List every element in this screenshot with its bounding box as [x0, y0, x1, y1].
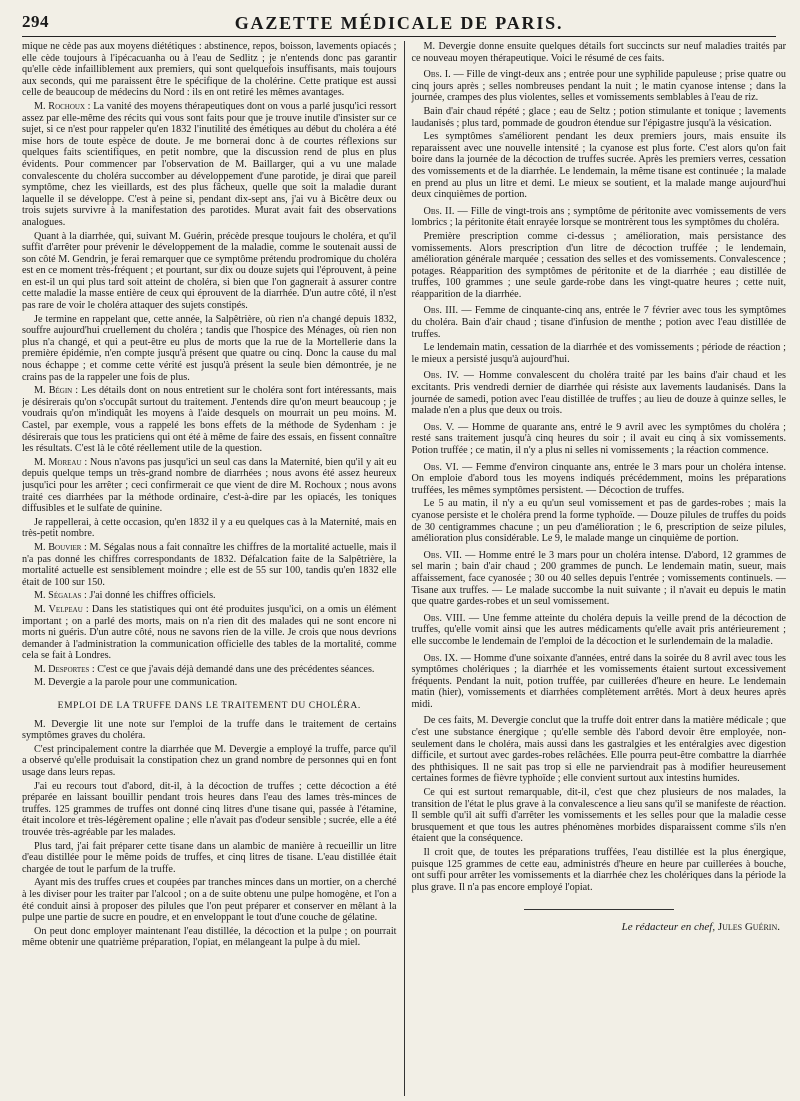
- observation-text: — Homme entré le 3 mars pour un choléra intense. D'abord, 12 grammes de sel marin ; bain d'air chaud ; 200 grammes de punch. Le lendemain matin, sueur, mais affaissement, face cyanosée ; 30 ou 40 selles depuis l'entrée ; vomissements continuels. — Tisane aux truffes. — Le malade succombe la nuit suivante ; il n'avait eu depuis le matin que quatre gardes-robes et un seul vomissement.: [411, 549, 786, 608]
- paragraph: Les symptômes s'améliorent pendant les deux premiers jours, mais ensuite ils reparaissent avec une nouvelle intensité ; la cyanose est plus forte. C'est alors qu'on fait boire dans la journée de la décoction de truffes sucrée. Après les premiers verres, cessation des vomissements et de la diarrhée. Le lendemain, la même tisane est continuée ; la malade en prend au plus un litre et demi. Le mieux se soutient, et la malade mange aujourd'hui deux cinquièmes de portion.: [411, 131, 786, 201]
- paragraph-moreau: [22, 457, 397, 515]
- observation-text: — Femme d'environ cinquante ans, entrée le 3 mars pour un choléra intense. On emploie d'abord tous les moyens indiqués précédemment, moins les préparations truffées, les mêmes symptômes persistent. — Décoction de truffes.: [411, 461, 786, 496]
- paragraph: M. Devergie lit une note sur l'emploi de la truffe dans le traitement de certains symptômes graves du choléra.: [22, 718, 397, 742]
- signature-name: Jules Guérin.: [717, 921, 780, 934]
- paragraph: Je rappellerai, à cette occasion, qu'en 1832 il y a eu quelques cas à la Maternité, mais en très-petit nombre.: [22, 516, 397, 540]
- page-number: 294: [22, 12, 49, 31]
- observation-2: [412, 206, 787, 229]
- paragraph: De ces faits, M. Devergie conclut que la truffe doit entrer dans la matière médicale ; que c'est une substance énergique ; qu'elle semble dès l'abord devoir être employée, non-seulement dans le choléra, mais aussi dans les gastralgies et les entéralgies avec digestion difficile, et surtout avec gardes-robes relâchées. Elle pourra peut-être combattre la diarrhée des phthisiques. Il ne sait pas trop si elle ne parviendrait pas à modifier heureusement certaines formes de fièvre typhoïde ; elle convient surtout aux intestins humides.: [411, 715, 786, 785]
- speaker-label: M. Rochoux :: [34, 100, 91, 112]
- paragraph: Le lendemain matin, cessation de la diarrhée et des vomissements ; période de réaction ; le mieux a persisté jusqu'à aujourd'hui.: [411, 342, 786, 365]
- paragraph: mique ne cède pas aux moyens diététiques : abstinence, repos, boisson, lavements opiacés ; elle cède toujours à l'ipécacuanha ou à l'eau de Sedlitz ; je n'entends donc pas garantir qu'elle cède infailliblement aux premiers, qui sont quelquefois insuffisants, mais toujours aux seconds, qui me paraissent être le spécifique de la cholérine. Cette pratique est aussi celle de beaucoup de médecins du Nord : ils en ont retiré les mêmes avantages.: [22, 41, 397, 99]
- signature-prefix: Le rédacteur en chef,: [621, 921, 716, 934]
- left-column: [22, 41, 404, 1096]
- observation-9: [412, 653, 787, 711]
- paragraph-desportes: [22, 664, 397, 676]
- paragraph-begin: [22, 385, 397, 455]
- observation-text: — Homme de quarante ans, entré le 9 avril avec les symptômes du choléra ; resté sans traitement jusqu'à cinq heures du soir ; il avait eu cinq à six vomissements. Potion truffée ; ce matin, il n'y a plus ni selles ni vomissements ; la réaction commence.: [411, 421, 786, 456]
- paragraph: Je termine en rappelant que, cette année, la Salpêtrière, où rien n'a changé depuis 1832, souffre aujourd'hui cruellement du choléra ; tandis que l'hospice des Ménages, où rien non plus n'a changé, et qui a peut-être eu plus de morts que la rue de la Mortellerie dans la première épidémie, n'en compte jusqu'à présent que quatre ou cinq. Donc la cause du mal nous échappe ; et comme cette vérité est jusqu'à présent la seule bien démontrée, je ne crains pas de la rappeler une fois de plus.: [22, 313, 397, 383]
- text-columns: [22, 41, 786, 1096]
- speech-text: M. Ségalas nous a fait connaître les chiffres de la mortalité actuelle, mais il n'a pas donné les chiffres correspondants de 1832. Défalcation faite de la Salpêtrière, la mortalité actuelle est sensiblement moindre ; elle est de 55 sur 100, tandis qu'en 1832 elle était de 100 sur 150.: [22, 541, 397, 588]
- paragraph-segalas: [22, 590, 397, 602]
- paragraph: Le 5 au matin, il n'y a eu qu'un seul vomissement et pas de gardes-robes ; mais la cyanose persiste et le choléra prend la forme typhoïde. — Douze pilules de truffes du poids de 30 centigrammes chacune ; un peu d'amélioration ; le 6, prescription de seize pilules, amélioration plus considérable. Le 9, le malade mange un cinquième de portion.: [411, 498, 786, 545]
- paragraph-bouvier: [22, 542, 397, 588]
- observation-text: — Fille de vingt-trois ans ; symptôme de péritonite avec vomissements de vers lombrics ; la péritonite était enrayée lorsque se montrèrent tous les symptômes du choléra.: [411, 205, 786, 229]
- journal-title: GAZETTE MÉDICALE DE PARIS.: [234, 13, 564, 33]
- observation-label: Obs. IX.: [423, 652, 458, 664]
- paragraph: Quant à la diarrhée, qui, suivant M. Guérin, précède presque toujours le choléra, et qu'il suffit d'arrêter pour prévenir le développement de la maladie, comme le soutenait aussi de son côté M. Gendrin, je ferai remarquer que ce symptôme prétendu prodromique du choléra est en ce moment très-fréquent ; et pourtant, sur dix ou douze sujets qui l'éprouvent, à peine en est-il un qui plus tard soit atteint de choléra, si bien que l'on gagnerait à assurer contre cette maladie la masse entière de ceux qui éprouvent de la diarrhée. D'un autre côté, il n'est pas rare de voir le choléra attaquer des sujets constipés.: [22, 230, 397, 312]
- observation-text: — Homme d'une soixante d'années, entré dans la soirée du 8 avril avec tous les symptômes cholériques ; la diarrhée et les vomissements étaient surtout excessivement fréquents. Pendant la nuit, potion truffée, par cuillerées d'heure en heure. Le lendemain matin (hier), vomissements et diarrhées complètement arrêtés. Mort à deux heures après midi.: [411, 652, 786, 710]
- observation-label: Obs. III.: [423, 305, 459, 317]
- observation-label: Obs. I.: [423, 69, 451, 81]
- right-column: [405, 41, 787, 1096]
- speech-text: La vanité des moyens thérapeutiques dont on vous a parlé jusqu'ici ressort assez par elle-même des récits qui vous sont faits pour que je trouve inutile d'insister sur ce sujet, si ce n'est pour rappeler qu'en 1832 l'inutilité des émétiques au début du choléra a été mise hors de toute espèce de doute. Je me bornerai donc à de courtes réflexions sur quelques faits scientifiques, en petit nombre, que la discussion rend de plus en plus évidents. Pour commencer par l'observation de M. Baillarger, qui a vu une malade convalescente du choléra succomber au développement d'une parotide, je dirai que pareil symptôme, chez les vieillards, est des plus fâcheux, quelle que soit la maladie durant laquelle il se développe. C'est à peine si, pendant dix-sept ans, j'ai vu à Bicêtre deux ou trois sujets survivre à la manifestation des parotides. Murat avait fait des observations analogues.: [22, 100, 397, 228]
- speaker-label: M. Velpeau :: [34, 603, 89, 615]
- observation-label: Obs. IV.: [423, 370, 459, 382]
- observation-text: — Femme de cinquante-cinq ans, entrée le 7 février avec tous les symptômes du choléra. Bain d'air chaud ; tisane d'infusion de menthe ; potion avec l'eau distillée de truffes.: [411, 305, 786, 340]
- speaker-label: M. Moreau :: [34, 456, 88, 468]
- observation-label: Obs. V.: [423, 421, 455, 433]
- page-header: [22, 10, 776, 37]
- speaker-label: M. Desportes :: [34, 663, 95, 675]
- observation-label: Obs. VII.: [423, 549, 462, 561]
- speech-text: Nous n'avons pas jusqu'ici un seul cas dans la Maternité, bien qu'il y ait eu depuis quelque temps un très-grand nombre de diarrhées ; nous avons été assez heureux jusqu'ici pour les arrêter ; ceci confirmerait ce que vient de dire M. Rochoux ; nous avons traité ces diarrhées par la méthode ordinaire, c'est-à-dire par les opiacés, les toniques diffusibles et le sulfate de quinine.: [22, 456, 397, 515]
- paragraph: C'est principalement contre la diarrhée que M. Devergie a employé la truffe, parce qu'il a observé qu'elle produisait la constipation chez un grand nombre de personnes qui en font usage dans leurs repas.: [22, 743, 397, 779]
- paragraph: Ce qui est surtout remarquable, dit-il, c'est que chez plusieurs de nos malades, la transition de l'état le plus grave à la convalescence a lieu sans qu'il se manifeste de réaction. Il semble qu'il ait suffi d'arrêter les vomissements et les selles pour que la maladie cesse brusquement et que tous les autres phénomènes morbides disparaissent comme s'ils n'en étaient que la conséquence.: [411, 787, 786, 845]
- observation-6: [412, 462, 787, 497]
- speech-text: J'ai donné les chiffres officiels.: [89, 590, 216, 602]
- observation-3: [412, 305, 787, 340]
- paragraph: Première prescription comme ci-dessus ; amélioration, mais persistance des vomissements. Alors prescription d'un litre de décoction truffée ; le lendemain, amélioration générale marquée ; cessation des selles et des vomissements. Convalescence ; potages. Réapparition des symptômes de péritonite et de la diarrhée ; eau distillée de truffes, 100 grammes ; une seule garde-robe dans les vingt-quatre heures ; cette nuit, réapparition de la diarrhée.: [411, 230, 786, 300]
- observation-text: — Une femme atteinte du choléra depuis la veille prend de la décoction de truffes, qu'elle vomit ainsi que les autres médicaments qu'elle avait pris antérieurement ; elle succombe le lendemain de l'emploi de la décoction et le surlendemain de la maladie.: [411, 612, 786, 647]
- paragraph: M. Devergie donne ensuite quelques détails fort succincts sur neuf maladies traités par ce nouveau moyen thérapeutique. Voici le résumé de ces faits.: [411, 41, 786, 64]
- speaker-label: M. Bégin :: [34, 385, 79, 397]
- observation-label: Obs. VI.: [423, 461, 459, 473]
- observation-4: [412, 370, 787, 416]
- observation-8: [412, 613, 787, 648]
- observation-label: Obs. II.: [423, 205, 455, 217]
- speech-text: Dans les statistiques qui ont été produites jusqu'ici, on a omis un élément important ; on a parlé des morts, mais on n'a rien dit des malades qui ne sont encore ni morts ni guéris. D'un autre côté, nous ne savons rien de la ville. Je crois que nous devrions demander à l'administration la communication officielle des tables de la mortalité, comme cela se fait à Londres.: [22, 603, 397, 662]
- observation-text: — Fille de vingt-deux ans ; entrée pour une syphilide papuleuse ; prise quatre ou cinq jours après ; selles nombreuses pendant la nuit ; le matin cyanose intense ; dans la journée, crampes des plus violentes, selles et vomissements semblables à l'eau de riz.: [411, 69, 786, 104]
- paragraph-velpeau: [22, 604, 397, 662]
- observation-label: Obs. VIII.: [423, 612, 466, 624]
- section-heading: EMPLOI DE LA TRUFFE DANS LE TRAITEMENT DU CHOLÉRA.: [57, 701, 361, 712]
- paragraph: Il croit que, de toutes les préparations truffées, l'eau distillée est la plus énergique, puisque 125 grammes de cette eau, administrés d'heure en heure par cuillerées à bouche, ont suffi pour arrêter les vomissements et la diarrhée chez les cholériques dans la période la plus grave. Il n'a pas encore employé l'opiat.: [411, 847, 786, 893]
- observation-7: [412, 550, 787, 608]
- paragraph: M. Devergie a la parole pour une communication.: [34, 677, 238, 689]
- observation-1: [412, 69, 787, 104]
- observation-5: [412, 422, 787, 457]
- speech-text: Les détails dont on nous entretient sur le choléra sont fort intéressants, mais je désirerais qu'on s'occupât surtout du traitement. J'entends dire qu'on meurt beaucoup ; je voudrais qu'on m'indiquât les moyens à l'aide desquels on mourrait un peu moins. M. Castel, par exemple, vous a rappelé les bons effets de la méthode de Sydenham : je désirerais que tous les praticiens qui ont été à même de faire des essais, en fissent connaître les résultats. C'est là le côté réellement utile de la question.: [22, 385, 397, 455]
- editor-signature: [412, 922, 787, 934]
- signature-rule: [524, 909, 674, 910]
- paragraph: On peut donc employer maintenant l'eau distillée, la décoction et la pulpe ; on pourrait même obtenir une quatrième préparation, l'opiat, en mélangeant la pulpe à du miel.: [22, 925, 397, 949]
- paragraph: J'ai eu recours tout d'abord, dit-il, à la décoction de truffes ; cette décoction a été préparée en laissant bouillir pendant trois heures dans l'eau des lames très-minces de truffes. 125 grammes de truffes ont donné cinq litres d'une tisane qui, passée à l'étamine, était incolore et très-légèrement opaline ; elle n'avait pas d'odeur sensible ; sucrée, elle a été trouvée très-agréable par les malades.: [22, 780, 397, 838]
- speaker-label: M. Ségalas :: [34, 590, 87, 602]
- speaker-label: M. Bouvier :: [34, 541, 87, 553]
- paragraph: Plus tard, j'ai fait préparer cette tisane dans un alambic de manière à recueillir un litre d'eau distillée pour le même poids de truffes, et cinq litres de tisane. L'eau distillée était chargée de tout le parfum de la truffe.: [22, 840, 397, 875]
- paragraph: Ayant mis des truffes crues et coupées par tranches minces dans un mortier, on a cherché à les diviser pour les traiter par l'alcool ; on a de suite obtenu une pulpe homogène, et l'on a été conduit ainsi à proposer des pilules que l'on peut préparer et conserver en mêlant à la pulpe une partie de sucre en poudre, et en enveloppant le tout d'une couche de gélatine.: [22, 877, 397, 924]
- paragraph: Bain d'air chaud répété ; glace ; eau de Seltz ; potion stimulante et tonique ; lavements laudanisés ; plus tard, pommade de goudron étendue sur l'épigastre jusqu'à la vésication.: [411, 105, 786, 129]
- observation-text: — Homme convalescent du choléra traité par les bains d'air chaud et les excitants. Pris vendredi dernier de diarrhée qui résiste aux lavements laudanisés. Dans la journée de samedi, potion avec l'eau distillée de truffes ; au lieu de douze à quinze selles, le malade n'en a plus que deux ou trois.: [411, 370, 786, 417]
- speech-text: C'est ce que j'avais déjà demandé dans une des précédentes séances.: [97, 663, 375, 675]
- paragraph-rochoux: [22, 101, 397, 229]
